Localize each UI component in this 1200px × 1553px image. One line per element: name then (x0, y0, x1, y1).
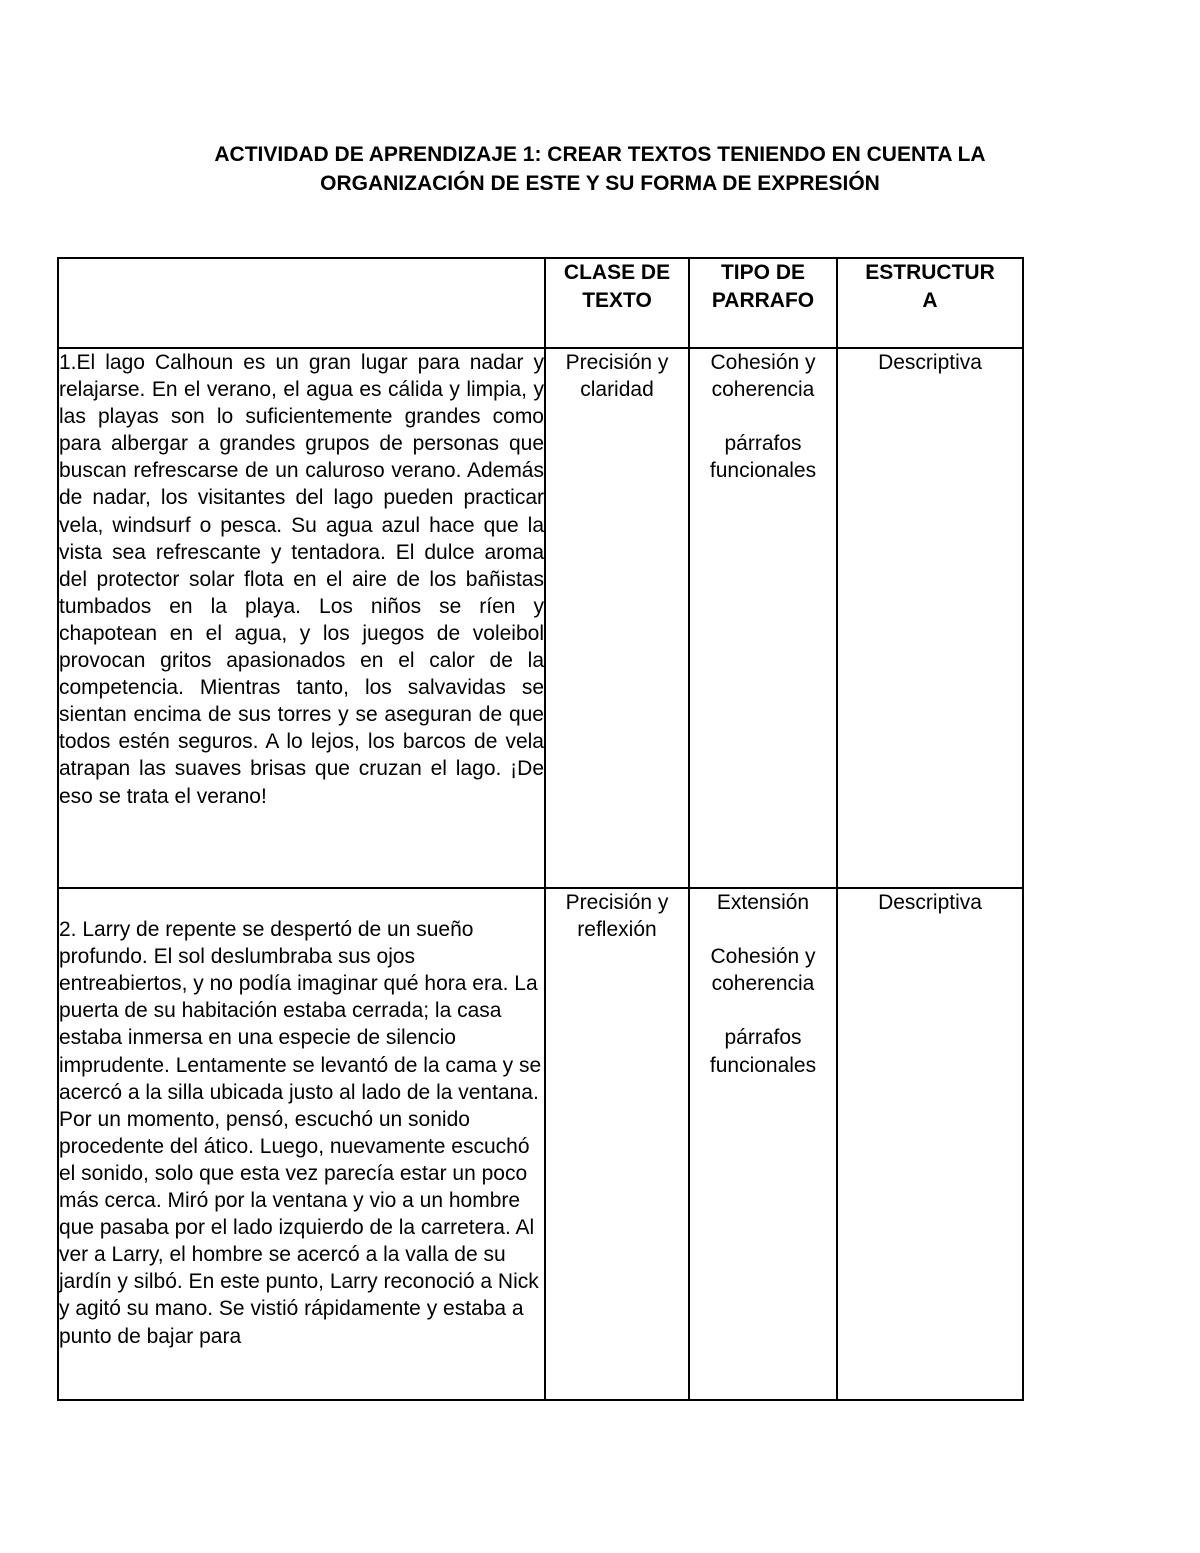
tipo-line-2: Cohesión y (710, 945, 816, 969)
activity-table (57, 257, 1024, 1401)
clase-line-1: Precisión y (565, 891, 669, 914)
tipo-line-2: coherencia (711, 378, 815, 402)
paragraph-text: 1.El lago Calhoun es un gran lugar para nadar y relajarse. En el verano, el agua es cálida y limpia, y las playas son lo suficientemente grandes como para albergar a grandes grupos de personas que buscan refrescarse de un caluroso verano. Además de nadar, los visitantes del lago pueden practicar vela, windsurf o pesca. Su agua azul hace que la vista sea refrescante y tentadora. El dulce aroma del protector solar flota en el aire de los bañistas tumbados en la playa. Los niños se ríen y chapotean en el agua, y los juegos de voleibol provocan gritos apasionados en el calor de la competencia. Mientras tanto, los salvavidas se sientan encima de sus torres y se aseguran de que todos estén seguros. A lo lejos, los barcos de vela atrapan las suaves brisas que cruzan el lago. ¡De eso se trata el verano! (59, 351, 544, 808)
tipo-line-4: funcionales (709, 459, 817, 483)
header-estructura-line-2: A (922, 289, 938, 312)
estructura-value: Descriptiva (878, 891, 982, 914)
header-estructura-line-1: ESTRUCTUR (865, 261, 995, 284)
header-tipo-de-parrafo (689, 258, 837, 348)
header-clase-de-texto (545, 258, 689, 348)
paragraph-text: 2. Larry de repente se despertó de un sueño profundo. El sol deslumbraba sus ojos entreabiertos, y no podía imaginar qué hora era. La puerta de su habitación estaba cerrada; la casa estaba inmersa en una especie de silencio imprudente. Lentamente se levantó de la cama y se acercó a la silla ubicada justo al lado de la ventana. Por un momento, pensó, escuchó un sonido procedente del ático. Luego, nuevamente escuchó el sonido, solo que esta vez parecía estar un poco más cerca. Miró por la ventana y vio a un hombre que pasaba por el lado izquierdo de la carretera. Al ver a Larry, el hombre se acercó a la valla de su jardín y silbó. En este punto, Larry reconoció a Nick y agitó su mano. Se vistió rápidamente y estaba a punto de bajar para (59, 918, 542, 1348)
tipo-line-5: funcionales (709, 1053, 817, 1077)
clase-line-1: Precisión y (565, 351, 669, 374)
spacer (690, 403, 836, 430)
row-tipo-cell (689, 348, 837, 888)
page-title (100, 140, 1100, 198)
clase-line-2: reflexión (577, 918, 657, 942)
row-clase-cell (545, 888, 689, 1400)
tipo-line-1: Cohesión y (710, 351, 816, 374)
tipo-line-3: coherencia (711, 972, 815, 996)
row-estructura-cell (837, 348, 1023, 888)
page-title-line-2: ORGANIZACIÓN DE ESTE Y SU FORMA DE EXPRESIÓN (320, 172, 880, 195)
header-clase-line-2: TEXTO (582, 289, 652, 312)
header-tipo-line-2: PARRAFO (711, 289, 815, 312)
row-text-cell (58, 888, 545, 1400)
header-text-column (58, 258, 545, 348)
table-row (58, 348, 1023, 888)
spacer (690, 916, 836, 943)
row-clase-cell (545, 348, 689, 888)
estructura-value: Descriptiva (878, 351, 982, 374)
row-text-cell (58, 348, 545, 888)
page-title-line-1: ACTIVIDAD DE APRENDIZAJE 1: CREAR TEXTOS TENIENDO EN CUENTA LA (214, 143, 986, 166)
header-clase-line-1: CLASE DE (563, 261, 671, 284)
tipo-line-4: párrafos (724, 1026, 802, 1050)
row-estructura-cell (837, 888, 1023, 1400)
tipo-line-1: Extensión (716, 891, 810, 914)
clase-line-2: claridad (580, 378, 654, 402)
row-tipo-cell (689, 888, 837, 1400)
tipo-line-3: párrafos (724, 432, 802, 456)
table-row (58, 888, 1023, 1400)
table-header-row (58, 258, 1023, 348)
spacer (690, 997, 836, 1024)
header-tipo-line-1: TIPO DE (720, 261, 805, 284)
header-estructura (837, 258, 1023, 348)
spacer (59, 889, 544, 916)
